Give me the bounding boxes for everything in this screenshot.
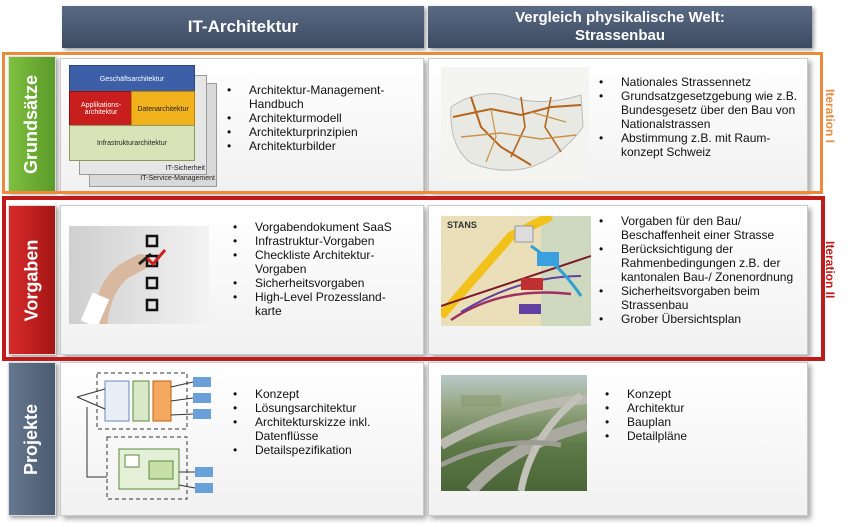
cell-projekte-bau: [428, 362, 808, 516]
solution-architecture-sketch: [67, 367, 219, 507]
row-label-projekte: [8, 362, 56, 516]
iteration-1-frame: [2, 52, 823, 194]
geschaeftsarchitektur-box: Geschäftsarchitektur: [69, 65, 195, 93]
row-label-grundsaetze-text: Grundsätze: [21, 74, 42, 174]
list-item: • Vorgaben für den Bau/ Beschaffenheit einer Strasse: [599, 214, 803, 242]
iteration-2-label: [800, 241, 848, 299]
list-item: • Infrastruktur-Vorgaben: [233, 234, 411, 248]
list-item: • Nationales Strassennetz: [599, 75, 799, 89]
column-header-it-label: IT-Architektur: [187, 17, 299, 36]
list-item: • Detailpläne: [605, 429, 795, 443]
cell-projekte-it: [60, 362, 424, 516]
row-label-vorgaben-text: Vorgaben: [21, 239, 42, 321]
iteration-2-text: Iteration II: [823, 241, 837, 299]
stans-map-label: STANS: [447, 220, 477, 230]
applikationsarchitektur-box: Applikations-architektur: [69, 91, 133, 127]
column-header-it-architektur: [62, 6, 424, 48]
it-service-management-label: IT-Service-Management: [140, 174, 215, 182]
list-item: • Konzept: [605, 387, 795, 401]
list-item: • Checkliste Architektur-Vorgaben: [233, 248, 411, 276]
list-item: • Detailspezifikation: [233, 443, 411, 457]
list-item: • Konzept: [233, 387, 411, 401]
list-item: • Architektur: [605, 401, 795, 415]
list-item: • Sicherheitsvorgaben: [233, 276, 411, 290]
list-item: • Vorgabendokument SaaS: [233, 220, 411, 234]
list-item: • Berücksichtigung der Rahmenbedingungen z.B. der kantonalen Bau-/ Zonenordnung: [599, 242, 803, 284]
infrastrukturarchitektur-box: Infrastrukturarchitektur: [69, 125, 195, 161]
iteration-2-frame: [2, 196, 825, 361]
list-item: • Architektur-Management-Handbuch: [227, 83, 407, 111]
iteration-1-text: Iteration I: [823, 89, 837, 144]
list-item: • High-Level Prozessland-karte: [233, 290, 411, 318]
list-item: • Sicherheitsvorgaben beim Strassenbau: [599, 284, 803, 312]
list-item: • Grundsatzgesetzgebung wie z.B. Bundesgesetz über den Bau von Nationalstrassen: [599, 89, 799, 131]
list-item: • Grober Übersichtsplan: [599, 312, 803, 326]
list-item: • Architekturmodell: [227, 111, 407, 125]
column-header-strassenbau: [428, 6, 812, 48]
highway-photo: [441, 375, 587, 491]
list-projekte-it: [233, 387, 411, 457]
list-item: • Bauplan: [605, 415, 795, 429]
list-item: • Architekturskizze inkl. Datenflüsse: [233, 415, 411, 443]
iteration-1-label: [800, 89, 848, 144]
architecture-sketch-graphic: [67, 367, 219, 507]
list-item: • Lösungsarchitektur: [233, 401, 411, 415]
row-label-projekte-text: Projekte: [21, 403, 42, 475]
datenarchitektur-box: Datenarchitektur: [131, 91, 195, 127]
list-item: • Abstimmung z.B. mit Raum-konzept Schweiz: [599, 131, 799, 159]
column-header-strassenbau-line2: Strassenbau: [574, 27, 666, 44]
it-sicherheit-label: IT-Sicherheit: [165, 164, 205, 172]
list-item: • Architekturbilder: [227, 139, 407, 153]
list-projekte-bau: [605, 387, 795, 443]
highway-graphic: [441, 375, 587, 491]
column-header-strassenbau-line1: Vergleich physikalische Welt:: [515, 9, 725, 26]
list-item: • Architekturprinzipien: [227, 125, 407, 139]
